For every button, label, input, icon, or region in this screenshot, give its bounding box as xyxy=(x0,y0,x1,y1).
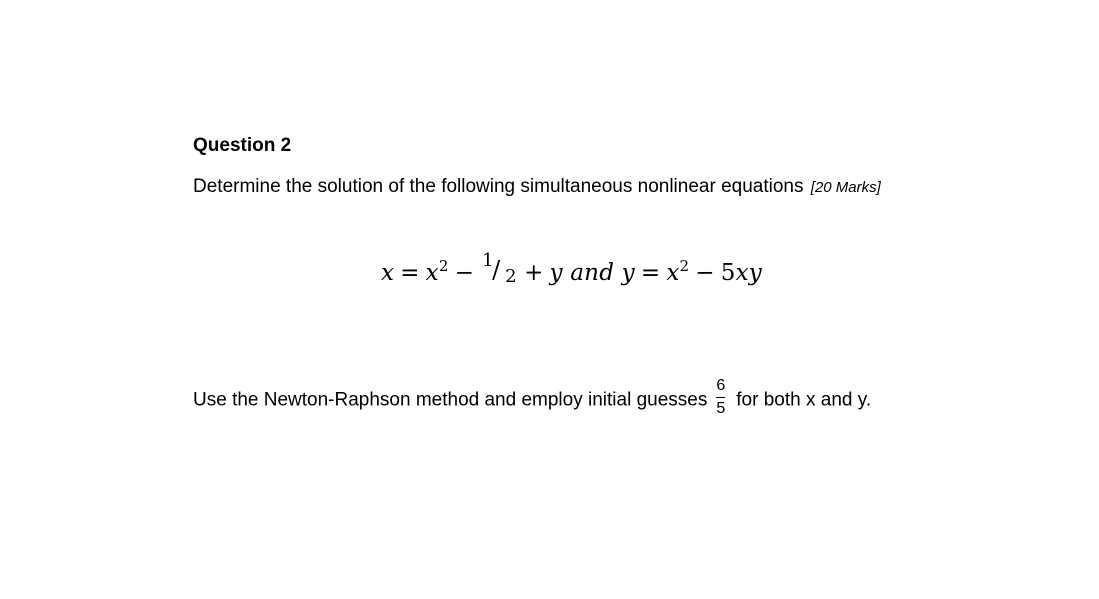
eq-half-denominator: 2 xyxy=(505,266,517,287)
marks-label: [20 Marks] xyxy=(810,179,881,196)
eq-exponent-1: 2 xyxy=(438,257,449,275)
question-heading: Question 2 xyxy=(193,135,292,156)
instruction-text-after: for both x and y. xyxy=(736,389,872,411)
question-intro xyxy=(193,176,881,198)
equation-system xyxy=(381,250,762,287)
eq-plus: + xyxy=(524,260,544,286)
eq-var-x-squared-2: x xyxy=(666,260,680,286)
instruction-text-before: Use the Newton-Raphson method and employ initial guesses xyxy=(193,389,708,411)
eq-half-numerator: 1 xyxy=(482,250,494,271)
eq-exponent-2: 2 xyxy=(679,257,690,275)
eq-var-y-1: y xyxy=(549,260,563,286)
eq-and-word: and xyxy=(570,260,615,286)
eq-half-fraction xyxy=(480,250,518,287)
eq-var-xy: xy xyxy=(735,260,762,286)
eq-var-x-squared-1: x xyxy=(425,260,439,286)
eq-minus-2: − xyxy=(695,260,715,286)
eq-equals-2: = xyxy=(640,260,661,286)
intro-text: Determine the solution of the following simultaneous nonlinear equations xyxy=(193,176,804,197)
fraction-numerator: 6 xyxy=(716,377,726,394)
eq-coefficient: 5 xyxy=(720,260,736,286)
eq-half-slash: / xyxy=(492,256,501,284)
eq-minus-1: − xyxy=(454,260,475,286)
eq-equals-1: = xyxy=(400,260,420,286)
instruction-line xyxy=(193,377,872,421)
eq-var-x: x xyxy=(381,260,395,286)
eq-var-y-2: y xyxy=(621,260,635,286)
initial-guess-fraction xyxy=(715,377,726,418)
fraction-denominator: 5 xyxy=(716,400,726,417)
